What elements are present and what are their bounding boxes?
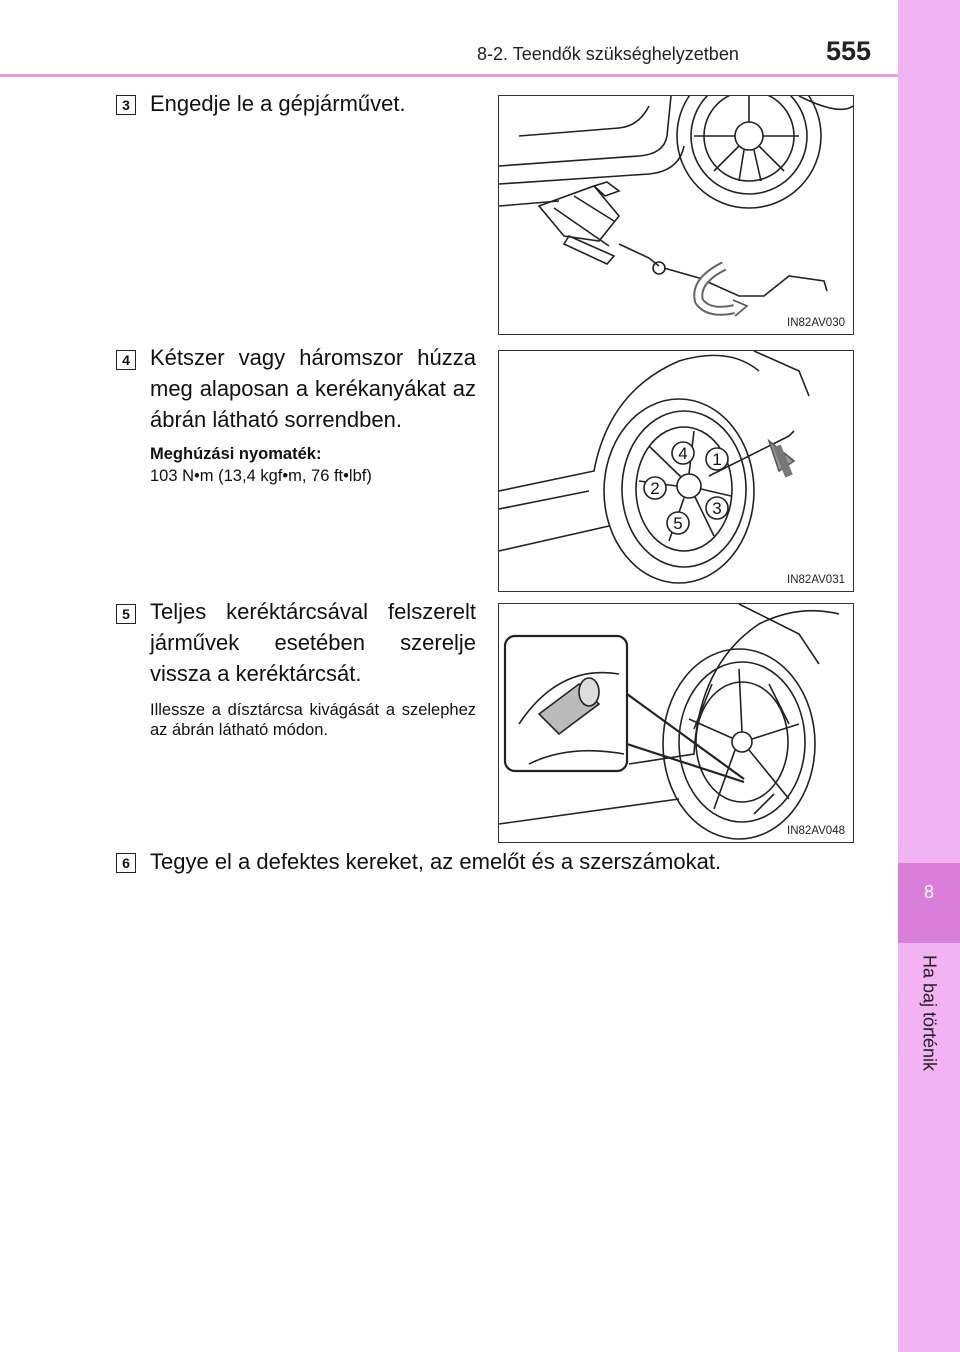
chapter-label: Ha baj történik — [919, 955, 940, 1072]
header-divider — [0, 74, 898, 77]
figure-wheel-cover — [498, 603, 854, 843]
step-5-note: Illessze a dísztárcsa kivágását a szelephez az ábrán látható módon. — [150, 701, 476, 739]
step-5-text: Teljes keréktárcsával felszerelt járművek esetében szerelje vissza a keréktárcsát. — [150, 599, 476, 686]
nut-label-3: 3 — [712, 499, 722, 518]
figure-tighten-nuts — [498, 350, 854, 592]
chapter-tab[interactable] — [898, 863, 960, 943]
chapter-number: 8 — [923, 882, 934, 902]
step-6-badge: 6 — [116, 853, 136, 873]
step-3-text: Engedje le a gépjárművet. — [150, 91, 406, 116]
figure-code-030: IN82AV030 — [787, 317, 845, 329]
step-5-badge: 5 — [116, 604, 136, 624]
torque-title: Meghúzási nyomaték: — [150, 445, 322, 463]
chapter-label-container — [906, 955, 952, 1095]
step-3-badge: 3 — [116, 95, 136, 115]
wheel-cover-illustration — [499, 604, 853, 842]
step-4-text: Kétszer vagy háromszor húzza meg alaposan a kerékanyákat az ábrán látható sorrendben. — [150, 345, 476, 432]
wheel-nut-illustration — [499, 351, 853, 591]
section-title: 8-2. Teendők szükséghelyzetben — [477, 44, 739, 64]
figure-code-048: IN82AV048 — [787, 825, 845, 837]
figure-code-031: IN82AV031 — [787, 574, 845, 586]
chapter-sidebar — [898, 0, 960, 1352]
nut-label-1: 1 — [712, 450, 722, 469]
step-6-text: Tegye el a defektes kereket, az emelőt és a szerszámokat. — [150, 849, 722, 874]
jack-illustration — [499, 96, 853, 334]
nut-label-4: 4 — [678, 444, 688, 463]
nut-label-5: 5 — [673, 514, 683, 533]
nut-label-2: 2 — [650, 479, 660, 498]
figure-lower-vehicle — [498, 95, 854, 335]
torque-value: 103 N•m (13,4 kgf•m, 76 ft•lbf) — [150, 467, 372, 485]
step-4-badge: 4 — [116, 350, 136, 370]
page-number: 555 — [826, 36, 872, 66]
